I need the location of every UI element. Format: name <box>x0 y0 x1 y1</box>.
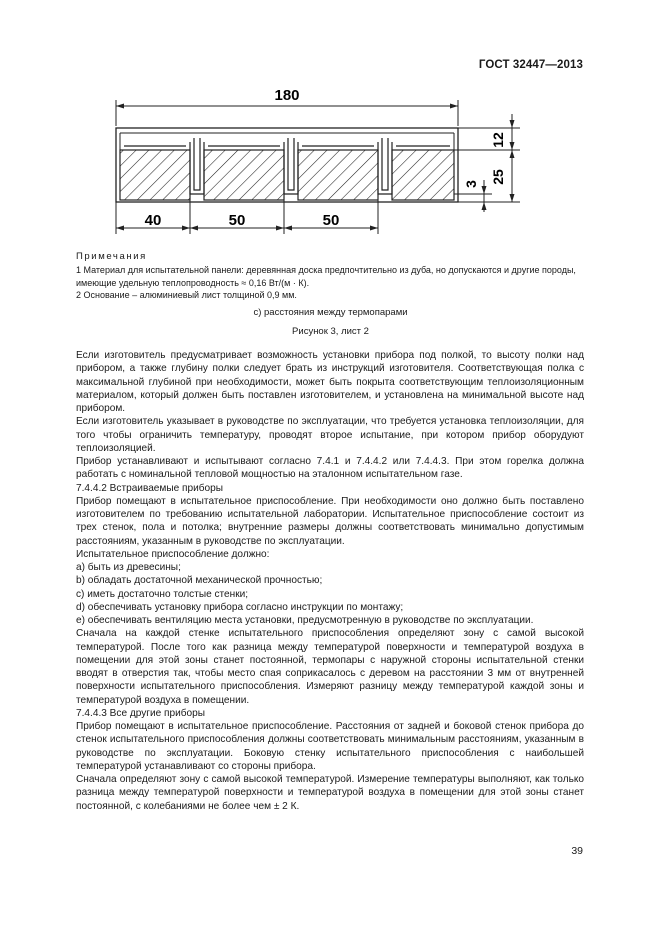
note-2: 2 Основание – алюминиевый лист толщиной 0,9 мм. <box>76 290 297 300</box>
list-item: a) быть из древесины; <box>76 562 181 573</box>
list-item: c) иметь достаточно толстые стенки; <box>76 588 249 600</box>
list-item: e) обеспечивать вентиляцию места установки, предусмотренную в руководстве по эксплуатации. <box>76 615 534 626</box>
paragraph: Прибор помещают в испытательное приспособление. Расстояния от задней и боковой стенок прибора до стенок испытательного приспособления должны соответствовать минимальным расстояниям, указанным в руководстве по эксплуатации. Боковую стенку испытательного приспособления с наибольшей температурой устанавливают со стороны прибора. <box>76 721 584 772</box>
dim-mid-label: 25 <box>490 169 506 185</box>
figure-caption: Рисунок 3, лист 2 <box>292 326 369 337</box>
paragraph: Сначала определяют зону с самой высокой температурой. Измерение температуры выполняют, как только разница между температурой поверхности и температурой воздуха в помещении для этой зоны станет постоянной, с колебаниями не более чем ± 2 К. <box>76 774 584 812</box>
paragraph: Если изготовитель указывает в руководстве по эксплуатации, что требуется установка теплоизоляции, для того чтобы ограничить температуру, проводят второе испытание, при котором прибор оборудуют теплоизоляцией. <box>76 416 584 454</box>
paragraph: Если изготовитель предусматривает возможность установки прибора под полкой, то высоту полки над прибором, а также глубину полки следует брать из инструкций изготовителя. Соответствующая полка с максимальной глубиной при необходимости, может быть покрыта соответствующим теплоизоляционным материалом, который должен быть поставлен изготовителем, и установлена на минимальной высоте над прибором. <box>76 350 584 414</box>
paragraph: Испытательное приспособление должно: <box>76 548 270 560</box>
dim-top-label: 12 <box>490 132 506 148</box>
paragraph: Сначала на каждой стенке испытательного приспособления определяют зону с самой высокой температурой. После того как разница между температурой поверхности и температурой воздуха в помещении для этой зоны станет постоянной, термопары с наружной стороны испытательной стенки вводят в отверстия так, чтобы место спая соприкасалось с деревом на расстоянии 3 мм от внутренней поверхности испытательного приспособления. Измеряют разницу между температурой каждой зоны и температурой воздуха в помещении. <box>76 628 584 706</box>
dim-a-label: 40 <box>144 212 162 229</box>
wood-block-4 <box>392 150 454 200</box>
wood-block-3 <box>298 150 378 200</box>
section-heading: 7.4.4.3 Все другие приборы <box>76 707 206 719</box>
wood-block-1 <box>120 150 190 200</box>
notes-heading: Примечания <box>76 251 147 262</box>
dim-total-label: 180 <box>274 87 300 104</box>
standard-header: ГОСТ 32447—2013 <box>478 59 583 71</box>
dim-b-label: 50 <box>228 212 246 229</box>
page-number: 39 <box>571 845 583 857</box>
list-item: d) обеспечивать установку прибора согласно инструкции по монтажу; <box>76 601 404 613</box>
list-item: b) обладать достаточной механической прочностью; <box>76 575 323 587</box>
body-text <box>76 349 584 813</box>
paragraph: Прибор устанавливают и испытывают согласно 7.4.1 и 7.4.4.2 или 7.4.4.3. При этом горелка должна работать с номинальной тепловой мощностью на эталонном испытательном газе. <box>76 456 584 481</box>
dim-small-label: 3 <box>463 180 479 188</box>
panel-cross-section-figure <box>100 84 540 244</box>
dim-c-label: 50 <box>322 212 340 229</box>
wood-block-2 <box>204 150 284 200</box>
section-heading: 7.4.4.2 Встраиваемые приборы <box>76 482 224 494</box>
subfigure-caption: с) расстояния между термопарами <box>253 307 408 318</box>
note-1: 1 Материал для испытательной панели: деревянная доска предпочтительно из дуба, но допускаются и другие породы, имеющие удельную теплопроводность ≈ 0,16 Вт/(м · К). <box>76 265 576 288</box>
paragraph: Прибор помещают в испытательное приспособление. При необходимости оно должно быть поставлено изготовителем по требованию испытательной лаборатории. Испытательное приспособление состоит из трех стенок, пола и потолка; внутренние размеры должны соответствовать минимально допустимым расстояниям, указанным в руководстве по эксплуатации. <box>76 495 584 547</box>
